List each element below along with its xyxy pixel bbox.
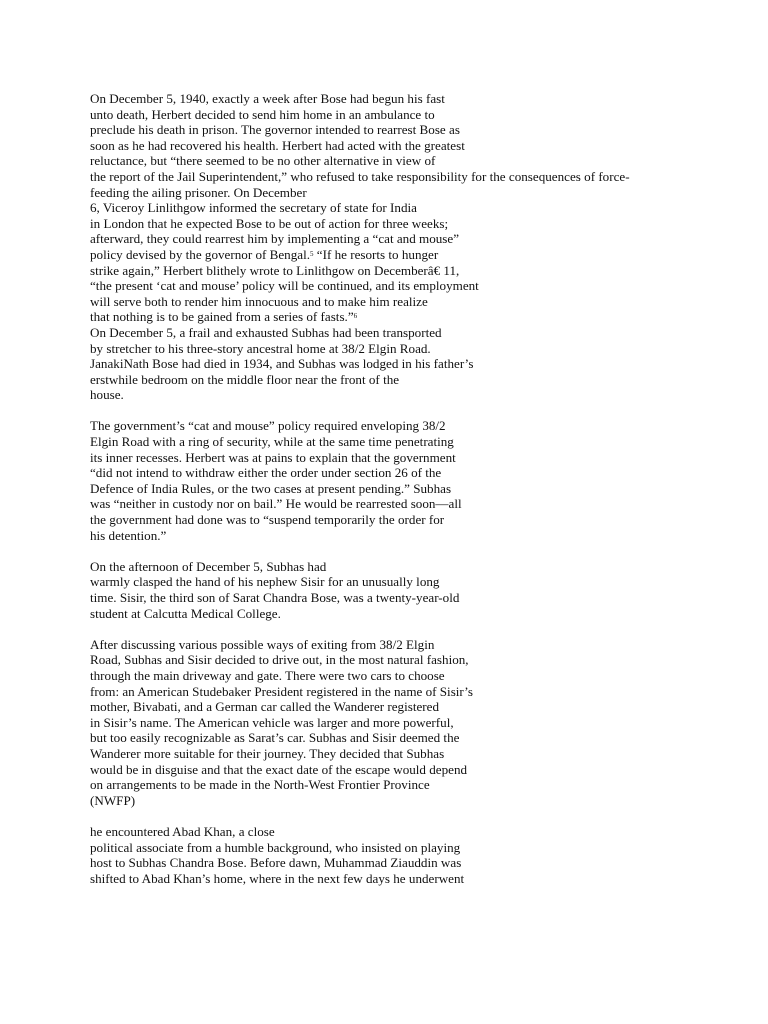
- text-line: by stretcher to his three-story ancestral home at 38/2 Elgin Road.: [90, 340, 431, 356]
- text-line: strike again,” Herbert blithely wrote to Linlithgow on Decemberâ€ 11,: [90, 262, 460, 278]
- text-line: Defence of India Rules, or the two cases at present pending.” Subhas: [90, 480, 452, 496]
- paragraph-gap: [90, 543, 760, 559]
- text-line: through the main driveway and gate. There were two cars to choose: [90, 667, 445, 683]
- text-line: afterward, they could rearrest him by implementing a “cat and mouse”: [90, 231, 460, 247]
- text-line: Elgin Road with a ring of security, while at the same time penetrating: [90, 434, 454, 450]
- text-line: Road, Subhas and Sisir decided to drive out, in the most natural fashion,: [90, 652, 469, 668]
- text-line: [90, 247, 760, 263]
- text-line: its inner recesses. Herbert was at pains to explain that the government: [90, 449, 456, 465]
- text-line: On December 5, a frail and exhausted Subhas had been transported: [90, 324, 442, 340]
- text-line: feeding the ailing prisoner. On December: [90, 184, 307, 200]
- text-line: mother, Bivabati, and a German car called the Wanderer registered: [90, 699, 440, 715]
- text-line: JanakiNath Bose had died in 1934, and Subhas was lodged in his father’s: [90, 356, 474, 372]
- text-line: On December 5, 1940, exactly a week after Bose had begun his fast: [90, 91, 445, 106]
- text-line: the report of the Jail Superintendent,” who refused to take responsibility for the consequences of force-: [90, 168, 630, 184]
- text-line: on arrangements to be made in the North-West Frontier Province: [90, 777, 430, 793]
- paragraph-2: [90, 418, 760, 543]
- footnote-marker-6: 6: [353, 312, 358, 321]
- text-line: (NWFP): [90, 792, 136, 808]
- text-line: in Sisir’s name. The American vehicle was larger and more powerful,: [90, 714, 454, 730]
- text-line: house.: [90, 387, 124, 403]
- paragraph-3: [90, 559, 760, 621]
- text-line: On the afternoon of December 5, Subhas had: [90, 558, 327, 574]
- text-line: would be in disguise and that the exact date of the escape would depend: [90, 761, 468, 777]
- document-page: [90, 91, 760, 886]
- paragraph-gap: [90, 621, 760, 637]
- text-line: reluctance, but “there seemed to be no other alternative in view of: [90, 153, 436, 169]
- text-line: [90, 309, 760, 325]
- footnote-marker-5: 5: [310, 249, 314, 258]
- paragraph-1: [90, 91, 760, 403]
- text-line: The government’s “cat and mouse” policy required enveloping 38/2: [90, 418, 446, 434]
- text-line: 6, Viceroy Linlithgow informed the secretary of state for India: [90, 200, 417, 216]
- text-line: student at Calcutta Medical College.: [90, 605, 281, 621]
- text-line: host to Subhas Chandra Bose. Before dawn, Muhammad Ziauddin was: [90, 855, 462, 871]
- text-line: warmly clasped the hand of his nephew Sisir for an unusually long: [90, 574, 440, 590]
- text-line: time. Sisir, the third son of Sarat Chandra Bose, was a twenty-year-old: [90, 590, 460, 605]
- text-fragment: policy devised by the governor of Bengal.: [90, 246, 310, 262]
- text-line: preclude his death in prison. The governor intended to rearrest Bose as: [90, 122, 460, 138]
- text-line: he encountered Abad Khan, a close: [90, 823, 275, 839]
- text-line: in London that he expected Bose to be out of action for three weeks;: [90, 215, 449, 231]
- text-fragment: that nothing is to be gained from a series of fasts.”: [90, 309, 354, 325]
- text-line: unto death, Herbert decided to send him home in an ambulance to: [90, 106, 435, 122]
- text-line: political associate from a humble background, who insisted on playing: [90, 839, 461, 855]
- paragraph-4: [90, 637, 760, 809]
- text-line: was “neither in custody nor on bail.” He would be rearrested soon—all: [90, 496, 462, 512]
- text-line: the government had done was to “suspend temporarily the order for: [90, 512, 445, 528]
- text-fragment: “If he resorts to hunger: [313, 246, 439, 262]
- text-line: shifted to Abad Khan’s home, where in the next few days he underwent: [90, 870, 465, 886]
- text-line: his detention.”: [90, 527, 167, 543]
- paragraph-5: [90, 824, 760, 886]
- paragraph-gap: [90, 403, 760, 419]
- text-line: will serve both to render him innocuous and to make him realize: [90, 293, 428, 309]
- text-line: “the present ‘cat and mouse’ policy will be continued, and its employment: [90, 278, 479, 294]
- text-line: soon as he had recovered his health. Herbert had acted with the greatest: [90, 137, 465, 153]
- paragraph-gap: [90, 808, 760, 824]
- text-line: After discussing various possible ways of exiting from 38/2 Elgin: [90, 636, 435, 652]
- text-line: Wanderer more suitable for their journey. They decided that Subhas: [90, 745, 445, 761]
- text-line: but too easily recognizable as Sarat’s car. Subhas and Sisir deemed the: [90, 730, 460, 746]
- text-line: erstwhile bedroom on the middle floor near the front of the: [90, 371, 400, 387]
- text-line: from: an American Studebaker President registered in the name of Sisir’s: [90, 683, 474, 699]
- text-line: “did not intend to withdraw either the order under section 26 of the: [90, 465, 442, 481]
